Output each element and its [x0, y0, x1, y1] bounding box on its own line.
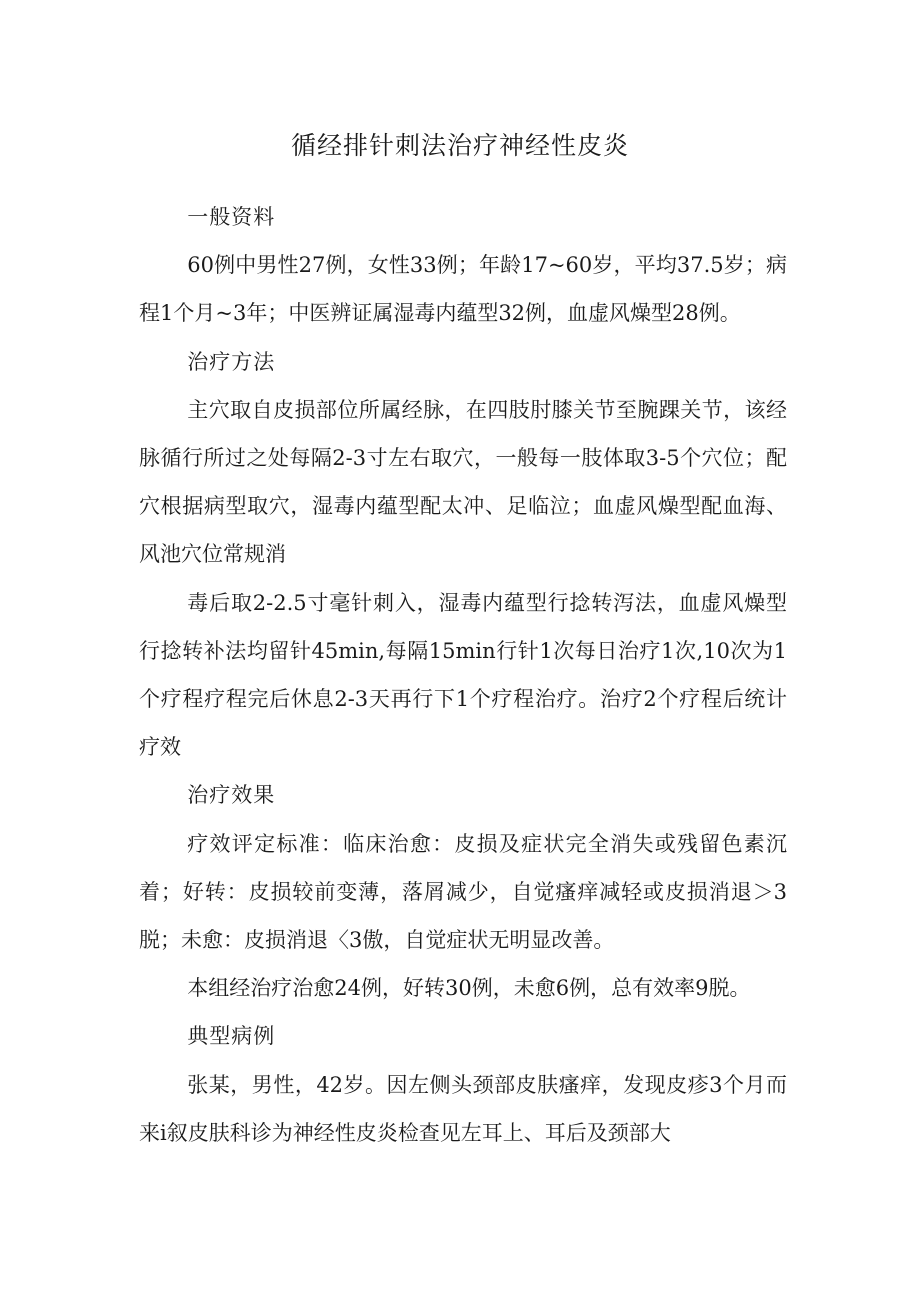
- paragraph-results-summary: 本组经治疗治愈24例，好转30例，未愈6例，总有效率9脱。: [187, 976, 751, 1001]
- section-heading-treatment-results: 治疗效果: [187, 783, 276, 808]
- paragraph-general-info: 60例中男性27例，女性33例；年龄17~60岁，平均37.5岁；病程1个月~3年；中医辨证属湿毒内蕴型32例，血虚风燥型28例。: [139, 253, 787, 326]
- document-title: 循经排针刺法治疗神经性皮炎: [290, 131, 629, 160]
- paragraph-efficacy-criteria: 疗效评定标准：临床治愈：皮损及症状完全消失或残留色素沉着；好转：皮损较前变薄，落屑减少，自觉瘙痒减轻或皮损消退＞3脱；未愈：皮损消退〈3傲，自觉症状无明显改善。: [139, 831, 787, 953]
- paragraph-treatment-method-2: 毒后取2-2.5寸毫针刺入，湿毒内蕴型行捻转泻法，血虚风燥型行捻转补法均留针45min,每隔15min行针1次每日治疗1次,10次为1个疗程疗程完后休息2-3天再行下1个疗程治疗。治疗2个疗程后统计疗效: [139, 590, 787, 760]
- paragraph-typical-case: 张某，男性，42岁。因左侧头颈部皮肤瘙痒，发现皮疹3个月而来i叙皮肤科诊为神经性皮炎检查见左耳上、耳后及颈部大: [139, 1072, 787, 1145]
- section-heading-typical-case: 典型病例: [187, 1024, 276, 1049]
- document-body: [139, 193, 787, 1157]
- paragraph-treatment-method-1: 主穴取自皮损部位所属经脉，在四肢肘膝关节至腕踝关节，该经脉循行所过之处每隔2-3寸左右取穴，一般每一肢体取3-5个穴位；配穴根据病型取穴，湿毒内蕴型配太冲、足临泣；血虚风燥型配血海、风池穴位常规消: [139, 397, 787, 567]
- section-heading-general-info: 一般资料: [187, 205, 276, 229]
- section-heading-treatment-method: 治疗方法: [187, 349, 276, 374]
